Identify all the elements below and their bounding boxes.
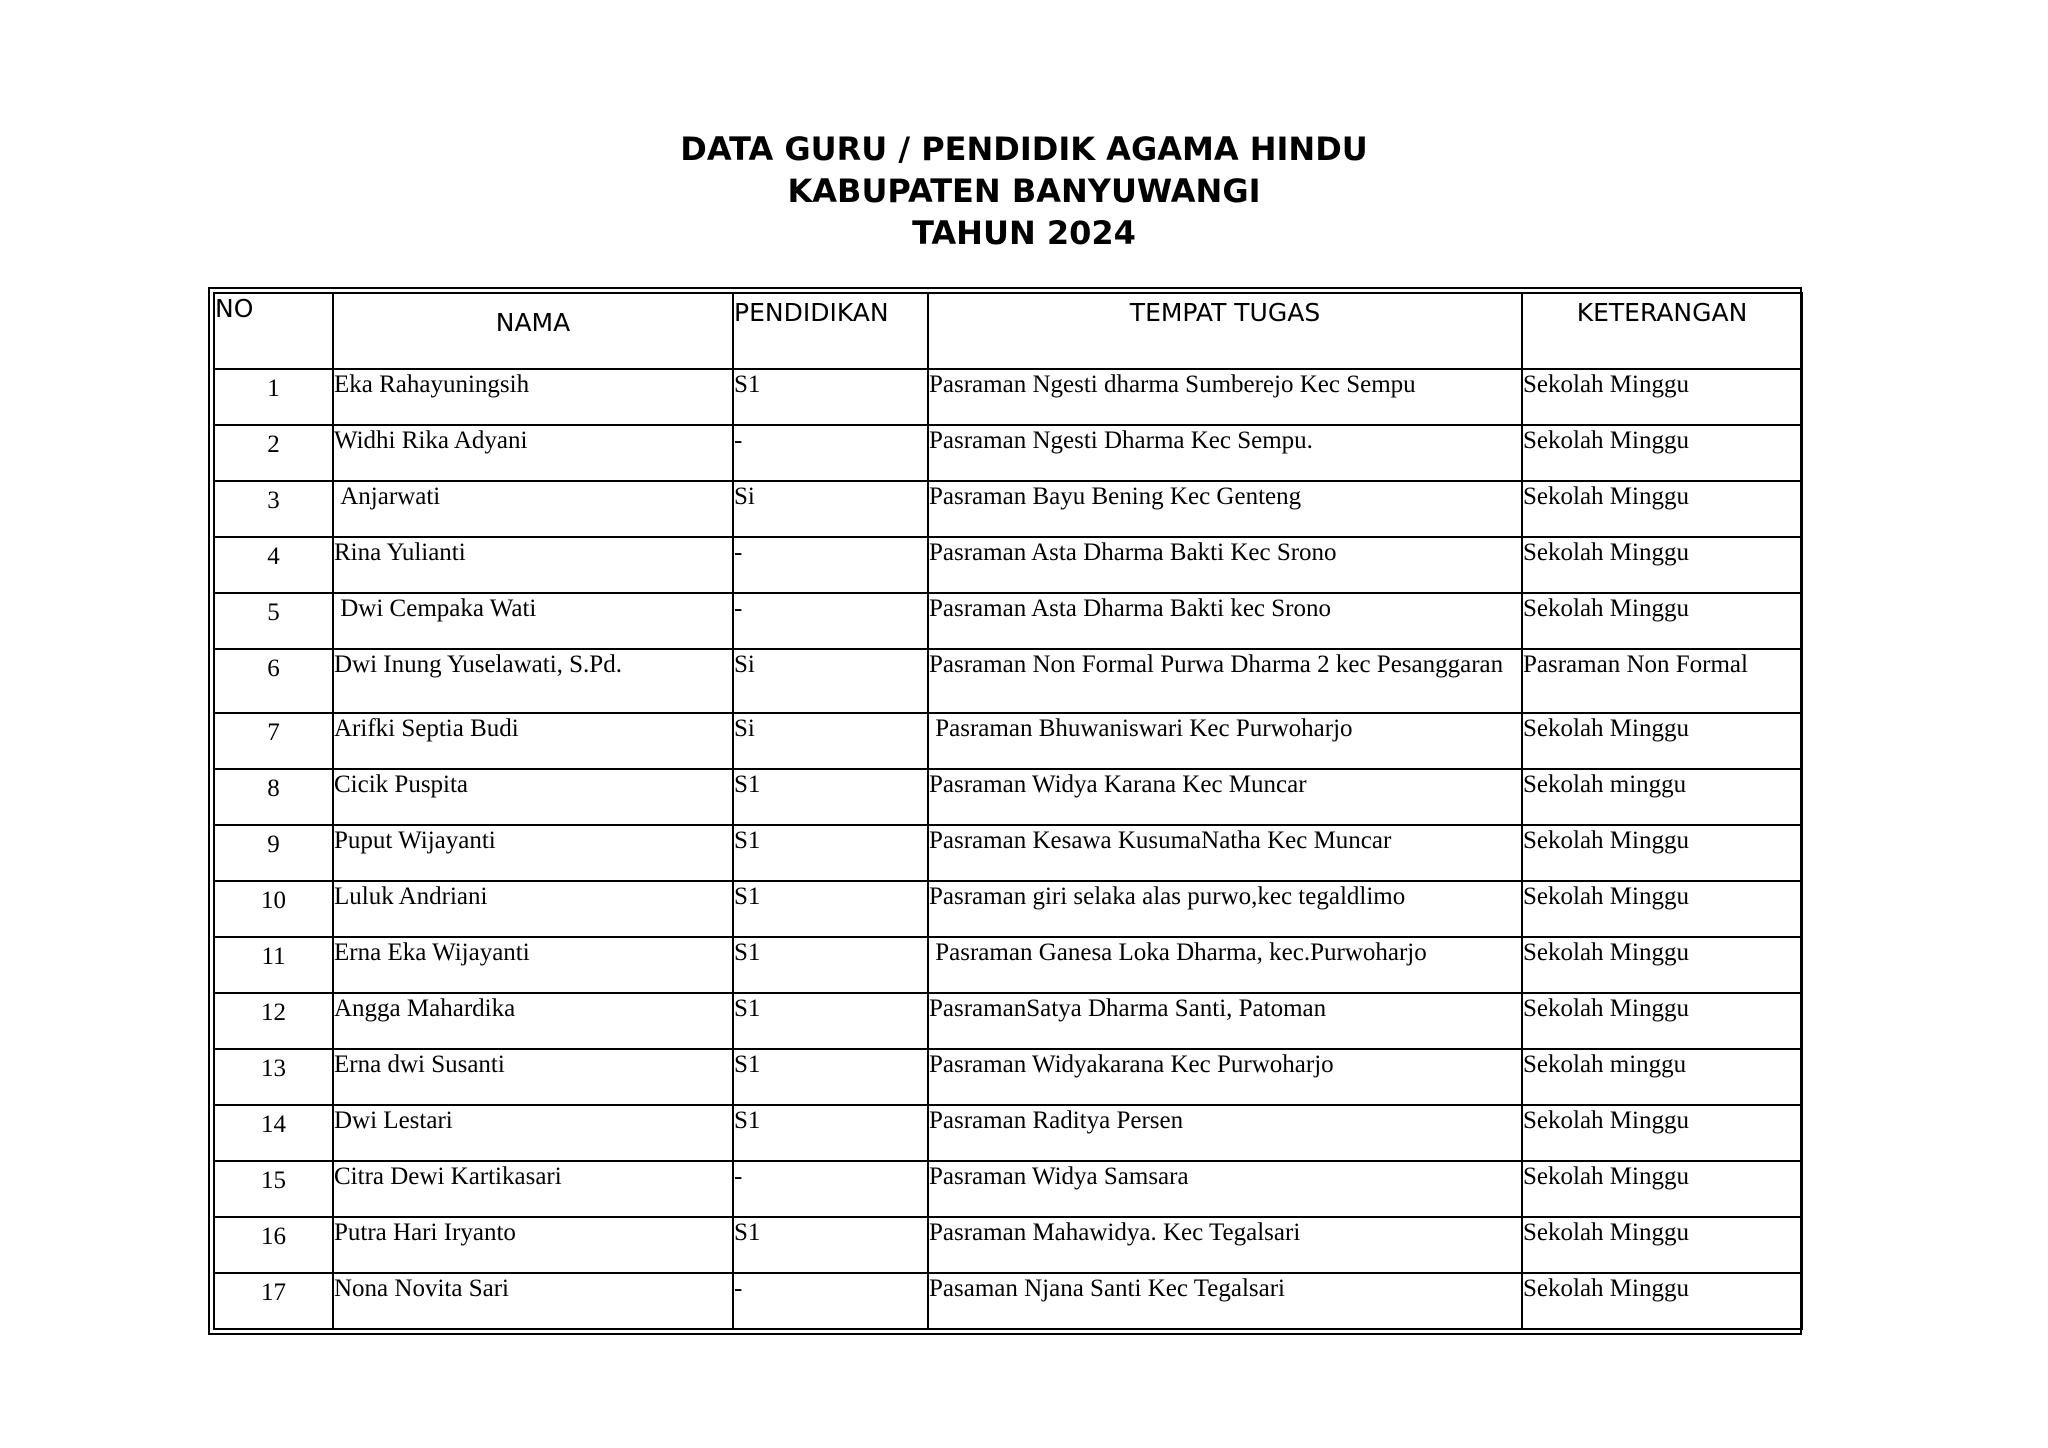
cell-nama	[333, 713, 733, 769]
cell-nama-text: Dwi Inung Yuselawati, S.Pd.	[334, 651, 622, 678]
cell-pendidikan	[733, 993, 928, 1049]
cell-keterangan	[1522, 1049, 1802, 1105]
cell-no-text: 8	[267, 775, 280, 802]
cell-pendidikan	[733, 825, 928, 881]
cell-no-text: 4	[267, 543, 280, 570]
cell-nama	[333, 537, 733, 593]
cell-keterangan	[1522, 425, 1802, 481]
cell-tempat-tugas-text: PasramanSatya Dharma Santi, Patoman	[929, 995, 1327, 1022]
cell-no-text: 17	[261, 1279, 286, 1306]
header-keterangan-label: KETERANGAN	[1576, 298, 1748, 327]
cell-pendidikan-text: Si	[734, 483, 755, 510]
cell-keterangan-text: Sekolah Minggu	[1523, 595, 1689, 622]
cell-pendidikan-text: S1	[734, 1219, 761, 1246]
cell-nama-text: Angga Mahardika	[334, 995, 516, 1022]
cell-nama-text: Widhi Rika Adyani	[334, 427, 528, 454]
cell-keterangan	[1522, 713, 1802, 769]
cell-keterangan-text: Sekolah Minggu	[1523, 1275, 1689, 1302]
cell-no	[214, 1217, 333, 1273]
cell-keterangan-text: Sekolah minggu	[1523, 1051, 1687, 1078]
cell-nama	[333, 1273, 733, 1329]
cell-pendidikan-text: -	[734, 1275, 743, 1302]
cell-tempat-tugas	[928, 649, 1522, 713]
cell-pendidikan	[733, 937, 928, 993]
cell-tempat-tugas-text: Pasraman Bayu Bening Kec Genteng	[929, 483, 1302, 510]
cell-pendidikan	[733, 1161, 928, 1217]
cell-keterangan	[1522, 593, 1802, 649]
cell-pendidikan	[733, 881, 928, 937]
cell-pendidikan	[733, 593, 928, 649]
cell-pendidikan-text: S1	[734, 1051, 761, 1078]
cell-pendidikan	[733, 537, 928, 593]
cell-tempat-tugas-text: Pasraman Asta Dharma Bakti kec Srono	[929, 595, 1331, 622]
cell-no	[214, 369, 333, 425]
cell-no	[214, 593, 333, 649]
cell-keterangan-text: Sekolah Minggu	[1523, 1163, 1689, 1190]
cell-keterangan-text: Sekolah Minggu	[1523, 427, 1689, 454]
table-body	[214, 369, 1802, 1329]
cell-keterangan	[1522, 369, 1802, 425]
cell-tempat-tugas	[928, 1105, 1522, 1161]
table-row	[214, 425, 1802, 481]
cell-nama-text: Puput Wijayanti	[334, 827, 496, 854]
cell-pendidikan-text: S1	[734, 827, 761, 854]
cell-tempat-tugas	[928, 537, 1522, 593]
cell-keterangan-text: Sekolah Minggu	[1523, 995, 1689, 1022]
cell-pendidikan	[733, 769, 928, 825]
cell-keterangan	[1522, 1273, 1802, 1329]
cell-pendidikan-text: S1	[734, 883, 761, 910]
title-line-2: KABUPATEN BANYUWANGI	[787, 172, 1261, 210]
table-row	[214, 1161, 1802, 1217]
cell-pendidikan	[733, 1273, 928, 1329]
table-header-row	[214, 293, 1802, 369]
cell-tempat-tugas-text: Pasraman Ngesti Dharma Kec Sempu.	[929, 427, 1313, 454]
table-row	[214, 593, 1802, 649]
cell-pendidikan	[733, 369, 928, 425]
cell-keterangan-text: Sekolah Minggu	[1523, 371, 1689, 398]
cell-keterangan	[1522, 481, 1802, 537]
cell-nama	[333, 593, 733, 649]
cell-keterangan	[1522, 1105, 1802, 1161]
cell-pendidikan-text: S1	[734, 771, 761, 798]
cell-no	[214, 1049, 333, 1105]
cell-keterangan	[1522, 881, 1802, 937]
cell-tempat-tugas-text: Pasraman Bhuwaniswari Kec Purwoharjo	[929, 715, 1353, 742]
cell-tempat-tugas	[928, 593, 1522, 649]
cell-no	[214, 537, 333, 593]
cell-keterangan-text: Sekolah Minggu	[1523, 883, 1689, 910]
cell-no-text: 10	[261, 887, 286, 914]
cell-nama	[333, 649, 733, 713]
table-row	[214, 1049, 1802, 1105]
cell-tempat-tugas-text: Pasraman Non Formal Purwa Dharma 2 kec Pesanggaran	[929, 651, 1504, 678]
cell-tempat-tugas-text: Pasaman Njana Santi Kec Tegalsari	[929, 1275, 1286, 1302]
cell-no	[214, 993, 333, 1049]
cell-pendidikan-text: S1	[734, 939, 761, 966]
cell-nama-text: Putra Hari Iryanto	[334, 1219, 516, 1246]
cell-tempat-tugas	[928, 425, 1522, 481]
cell-pendidikan	[733, 713, 928, 769]
cell-pendidikan-text: Si	[734, 715, 755, 742]
cell-no	[214, 713, 333, 769]
table-row	[214, 993, 1802, 1049]
cell-tempat-tugas	[928, 1273, 1522, 1329]
table-row	[214, 1273, 1802, 1329]
cell-tempat-tugas	[928, 937, 1522, 993]
cell-keterangan	[1522, 769, 1802, 825]
cell-no-text: 5	[267, 599, 280, 626]
header-tempat-tugas	[928, 293, 1522, 369]
cell-no-text: 11	[261, 943, 286, 970]
cell-no-text: 13	[261, 1055, 286, 1082]
cell-nama	[333, 1049, 733, 1105]
cell-tempat-tugas-text: Pasraman Asta Dharma Bakti Kec Srono	[929, 539, 1337, 566]
cell-nama	[333, 481, 733, 537]
cell-tempat-tugas	[928, 481, 1522, 537]
cell-nama	[333, 1161, 733, 1217]
header-no-label: NO	[215, 294, 254, 323]
cell-tempat-tugas	[928, 1217, 1522, 1273]
cell-pendidikan	[733, 649, 928, 713]
cell-nama	[333, 881, 733, 937]
cell-no-text: 15	[261, 1167, 286, 1194]
cell-nama-text: Arifki Septia Budi	[334, 715, 519, 742]
table-row	[214, 537, 1802, 593]
cell-pendidikan	[733, 1049, 928, 1105]
title-line-3: TAHUN 2024	[912, 214, 1136, 252]
cell-keterangan	[1522, 937, 1802, 993]
cell-nama-text: Citra Dewi Kartikasari	[334, 1163, 562, 1190]
header-nama	[333, 293, 733, 369]
cell-pendidikan	[733, 425, 928, 481]
cell-pendidikan-text: S1	[734, 371, 761, 398]
cell-keterangan-text: Sekolah Minggu	[1523, 483, 1689, 510]
cell-no	[214, 481, 333, 537]
cell-pendidikan-text: S1	[734, 995, 761, 1022]
cell-nama-text: Cicik Puspita	[334, 771, 469, 798]
title-line-1: DATA GURU / PENDIDIK AGAMA HINDU	[680, 130, 1368, 168]
cell-keterangan-text: Sekolah Minggu	[1523, 827, 1689, 854]
cell-pendidikan-text: -	[734, 427, 743, 454]
cell-no	[214, 1273, 333, 1329]
cell-tempat-tugas-text: Pasraman Raditya Persen	[929, 1107, 1184, 1134]
cell-pendidikan	[733, 1105, 928, 1161]
header-nama-label: NAMA	[495, 308, 571, 337]
cell-tempat-tugas-text: Pasraman Kesawa KusumaNatha Kec Muncar	[929, 827, 1392, 854]
cell-nama-text: Nona Novita Sari	[334, 1275, 509, 1302]
cell-keterangan	[1522, 993, 1802, 1049]
cell-keterangan	[1522, 537, 1802, 593]
cell-tempat-tugas	[928, 825, 1522, 881]
cell-no-text: 2	[267, 431, 280, 458]
cell-tempat-tugas	[928, 713, 1522, 769]
table-row	[214, 769, 1802, 825]
cell-nama-text: Erna Eka Wijayanti	[334, 939, 530, 966]
cell-no	[214, 937, 333, 993]
cell-nama-text: Anjarwati	[334, 483, 441, 510]
table-row	[214, 713, 1802, 769]
cell-tempat-tugas	[928, 369, 1522, 425]
header-pendidikan	[733, 293, 928, 369]
cell-no-text: 3	[267, 487, 280, 514]
table-row	[214, 649, 1802, 713]
table-row	[214, 1105, 1802, 1161]
cell-pendidikan-text: -	[734, 539, 743, 566]
cell-nama	[333, 769, 733, 825]
cell-tempat-tugas-text: Pasraman Widya Samsara	[929, 1163, 1189, 1190]
cell-nama	[333, 1217, 733, 1273]
cell-nama-text: Eka Rahayuningsih	[334, 371, 530, 398]
cell-pendidikan-text: S1	[734, 1107, 761, 1134]
cell-tempat-tugas-text: Pasraman Ganesa Loka Dharma, kec.Purwoharjo	[929, 939, 1427, 966]
cell-tempat-tugas-text: Pasraman Widya Karana Kec Muncar	[929, 771, 1307, 798]
cell-pendidikan-text: Si	[734, 651, 755, 678]
header-keterangan	[1522, 293, 1802, 369]
cell-keterangan-text: Sekolah Minggu	[1523, 939, 1689, 966]
cell-no-text: 1	[267, 375, 280, 402]
cell-no	[214, 881, 333, 937]
cell-keterangan	[1522, 1161, 1802, 1217]
cell-no-text: 16	[261, 1223, 286, 1250]
cell-no	[214, 649, 333, 713]
header-pendidikan-label: PENDIDIKAN	[734, 298, 889, 327]
cell-tempat-tugas-text: Pasraman giri selaka alas purwo,kec tegaldlimo	[929, 883, 1406, 910]
cell-keterangan-text: Sekolah Minggu	[1523, 1107, 1689, 1134]
cell-nama	[333, 993, 733, 1049]
table-row	[214, 881, 1802, 937]
cell-nama	[333, 825, 733, 881]
cell-keterangan	[1522, 1217, 1802, 1273]
table-row	[214, 369, 1802, 425]
cell-nama-text: Rina Yulianti	[334, 539, 466, 566]
cell-nama	[333, 425, 733, 481]
header-tempat-tugas-label: TEMPAT TUGAS	[1129, 298, 1321, 327]
cell-keterangan-text: Sekolah minggu	[1523, 771, 1687, 798]
cell-keterangan-text: Sekolah Minggu	[1523, 715, 1689, 742]
cell-no	[214, 425, 333, 481]
document-title	[0, 128, 2048, 254]
cell-tempat-tugas-text: Pasraman Widyakarana Kec Purwoharjo	[929, 1051, 1334, 1078]
cell-pendidikan-text: -	[734, 1163, 743, 1190]
cell-keterangan-text: Sekolah Minggu	[1523, 1219, 1689, 1246]
cell-no	[214, 825, 333, 881]
cell-no-text: 12	[261, 999, 286, 1026]
header-no	[214, 293, 333, 369]
cell-tempat-tugas	[928, 769, 1522, 825]
teacher-table	[213, 292, 1803, 1330]
cell-pendidikan	[733, 481, 928, 537]
table-row	[214, 825, 1802, 881]
cell-tempat-tugas	[928, 993, 1522, 1049]
cell-nama	[333, 1105, 733, 1161]
cell-nama-text: Dwi Cempaka Wati	[334, 595, 537, 622]
cell-pendidikan	[733, 1217, 928, 1273]
cell-no-text: 9	[267, 831, 280, 858]
cell-nama-text: Luluk Andriani	[334, 883, 488, 910]
cell-nama	[333, 369, 733, 425]
cell-tempat-tugas-text: Pasraman Ngesti dharma Sumberejo Kec Sempu	[929, 371, 1416, 398]
teacher-table-frame	[208, 287, 1802, 1335]
table-row	[214, 1217, 1802, 1273]
cell-tempat-tugas-text: Pasraman Mahawidya. Kec Tegalsari	[929, 1219, 1301, 1246]
cell-no-text: 7	[267, 719, 280, 746]
cell-pendidikan-text: -	[734, 595, 743, 622]
cell-no-text: 14	[261, 1111, 286, 1138]
cell-keterangan	[1522, 825, 1802, 881]
cell-no	[214, 1105, 333, 1161]
cell-tempat-tugas	[928, 881, 1522, 937]
cell-no-text: 6	[267, 655, 280, 682]
cell-tempat-tugas	[928, 1161, 1522, 1217]
cell-nama-text: Erna dwi Susanti	[334, 1051, 505, 1078]
cell-keterangan-text: Pasraman Non Formal	[1523, 651, 1748, 678]
cell-tempat-tugas	[928, 1049, 1522, 1105]
cell-nama	[333, 937, 733, 993]
cell-nama-text: Dwi Lestari	[334, 1107, 453, 1134]
cell-no	[214, 769, 333, 825]
table-row	[214, 481, 1802, 537]
cell-keterangan-text: Sekolah Minggu	[1523, 539, 1689, 566]
table-row	[214, 937, 1802, 993]
cell-no	[214, 1161, 333, 1217]
cell-keterangan	[1522, 649, 1802, 713]
